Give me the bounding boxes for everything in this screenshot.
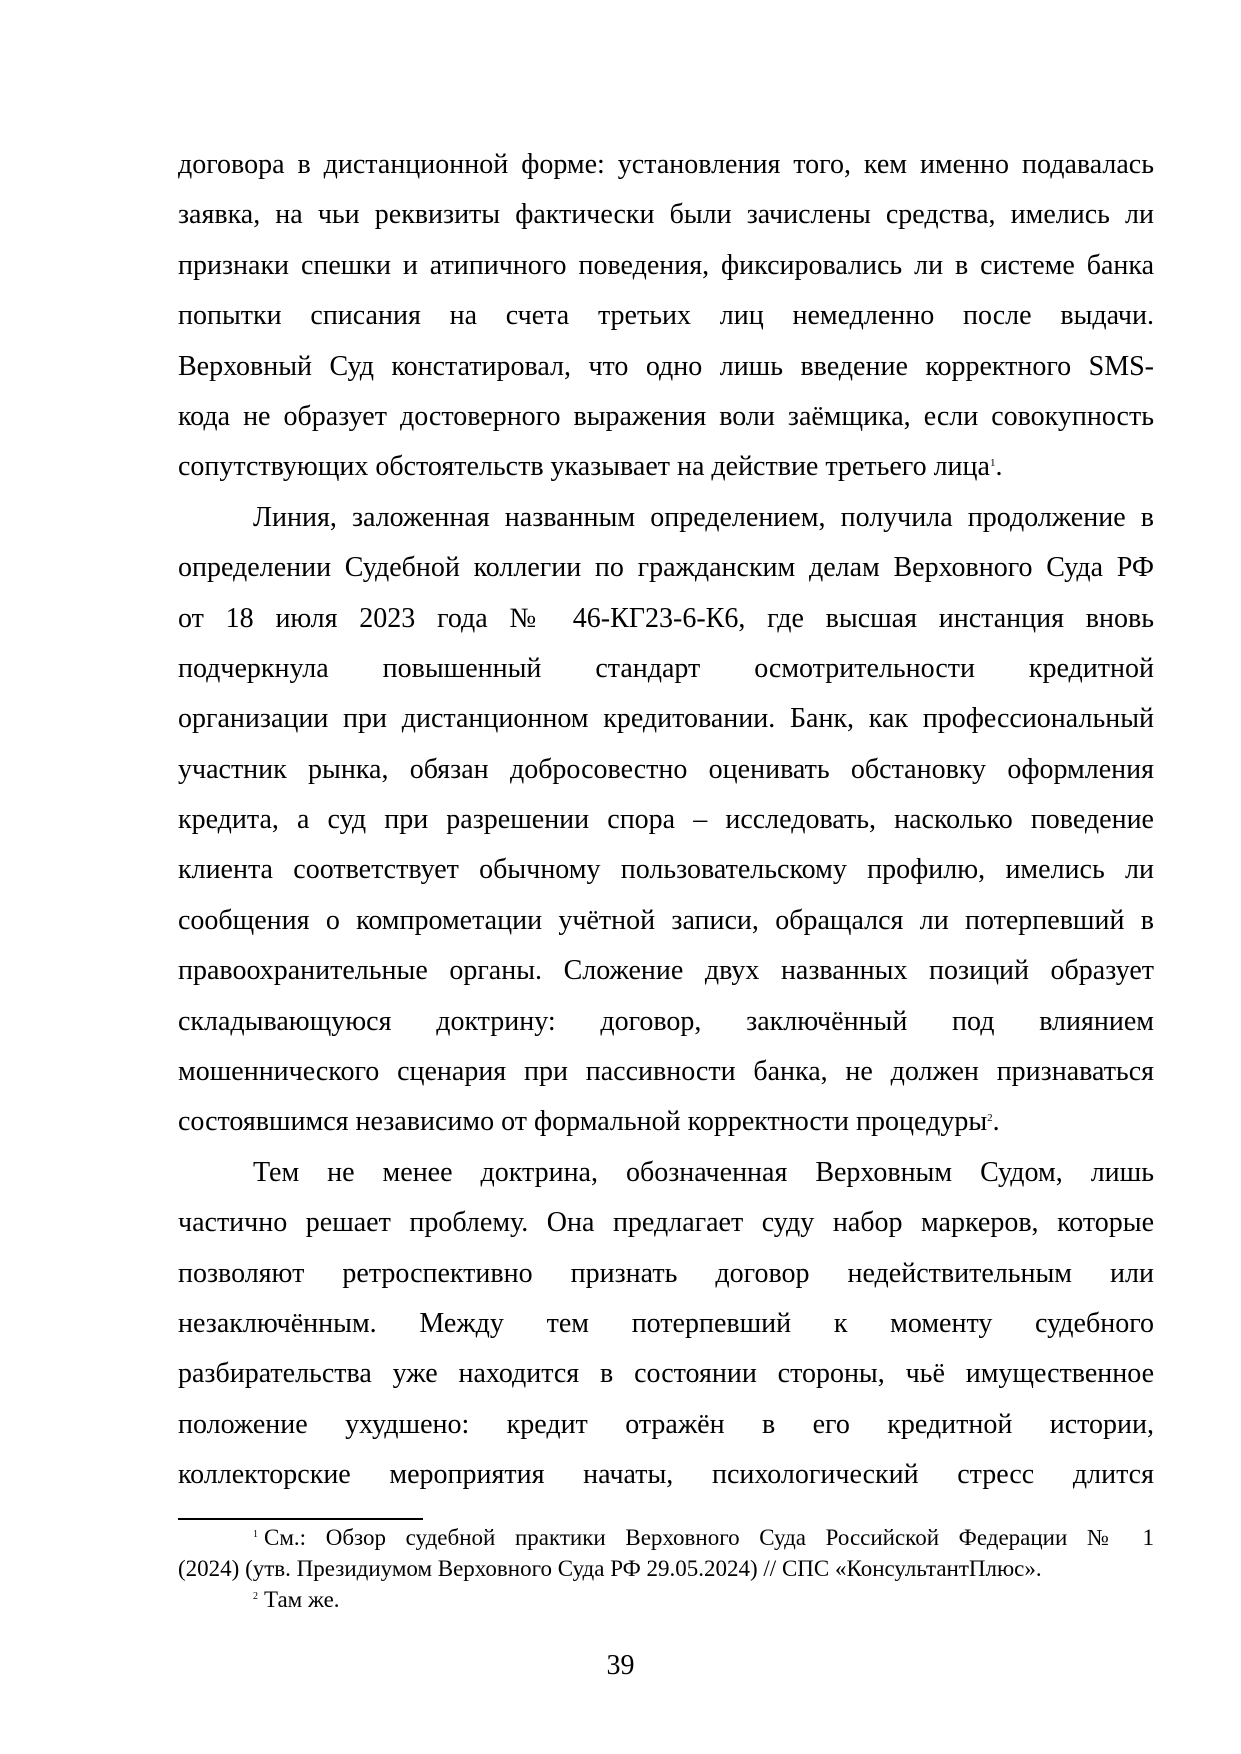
footnote-text: См.: Обзор судебной практики Верховного Суда Российской Федерации № 1: [264, 1525, 1154, 1550]
text-line: правоохранительные органы. Сложение двух названных позиций образует: [178, 955, 1154, 987]
text-line: попытки списания на счета третьих лиц немедленно после выдачи.: [178, 300, 1154, 332]
text-line: позволяют ретроспективно признать договор недействительным или: [178, 1257, 1154, 1289]
line-text: сопутствующих обстоятельств указывает на действие третьего лица: [178, 451, 990, 483]
footnotes: [178, 1522, 1154, 1615]
text-line: Тем не менее доктрина, обозначенная Верховным Судом, лишь: [253, 1156, 1154, 1188]
text-line: разбирательства уже находится в состоянии стороны, чьё имущественное: [178, 1358, 1154, 1390]
text-line: участник рынка, обязан добросовестно оценивать обстановку оформления: [178, 753, 1154, 785]
text-line: [178, 1097, 1154, 1147]
text-line: складывающуюся доктрину: договор, заключённый под влиянием: [178, 1005, 1154, 1037]
footnote-1: [178, 1522, 1154, 1553]
text-line: клиента соответствует обычному пользовательскому профилю, имелись ли: [178, 854, 1154, 886]
text-line: кредита, а суд при разрешении спора – исследовать, насколько поведение: [178, 804, 1154, 836]
footnote-mark-1: 1: [253, 1529, 258, 1540]
text-line: подчеркнула повышенный стандарт осмотрительности кредитной: [178, 652, 1154, 684]
footnote-1-continued: (2024) (утв. Президиумом Верховного Суда РФ 29.05.2024) // СПС «КонсультантПлюс».: [178, 1556, 1042, 1581]
text-line: коллекторские мероприятия начаты, психологический стресс длится: [178, 1459, 1154, 1491]
text-line: заявка, на чьи реквизиты фактически были зачислены средства, имелись ли: [178, 199, 1154, 231]
footnote-2: [178, 1584, 1154, 1615]
text-line: кода не образует достоверного выражения воли заёмщика, если совокупность: [178, 400, 1154, 432]
footnote-mark-2: 2: [253, 1591, 258, 1602]
text-line: Линия, заложенная названным определением, получила продолжение в: [253, 501, 1154, 533]
body-text: [178, 140, 1154, 1501]
line-text: состоявшимся независимо от формальной корректности процедуры: [178, 1106, 988, 1138]
text-line: частично решает проблему. Она предлагает суду набор маркеров, которые: [178, 1207, 1154, 1239]
footnote-separator: [178, 1518, 423, 1520]
footnote-text: Там же.: [264, 1587, 340, 1612]
footnote-ref-2[interactable]: 2: [987, 1112, 993, 1125]
text-line: признаки спешки и атипичного поведения, фиксировались ли в системе банка: [178, 249, 1154, 281]
footnote-ref-1[interactable]: 1: [989, 457, 996, 470]
text-line: договора в дистанционной форме: установления того, кем именно подавалась: [178, 149, 1154, 180]
text-line: незаключённым. Между тем потерпевший к моменту судебного: [178, 1307, 1154, 1339]
text-line: Верховный Суд констатировал, что одно лишь введение корректного SMS-: [178, 350, 1154, 382]
text-line: организации при дистанционном кредитовании. Банк, как профессиональный: [178, 703, 1154, 735]
text-line: мошеннического сценария при пассивности банка, не должен признаваться: [178, 1056, 1154, 1088]
text-line: [178, 442, 1154, 492]
text-line: от 18 июля 2023 года № 46-КГ23-6-К6, где высшая инстанция вновь: [178, 602, 1154, 634]
page-number: 39: [606, 1650, 635, 1681]
text-line: сообщения о компрометации учётной записи, обращался ли потерпевший в: [178, 904, 1154, 936]
text-line: определении Судебной коллегии по гражданским делам Верховного Суда РФ: [178, 552, 1154, 584]
text-line: положение ухудшено: кредит отражён в его кредитной истории,: [178, 1408, 1154, 1440]
period: .: [995, 451, 1003, 483]
period: .: [992, 1106, 1000, 1138]
